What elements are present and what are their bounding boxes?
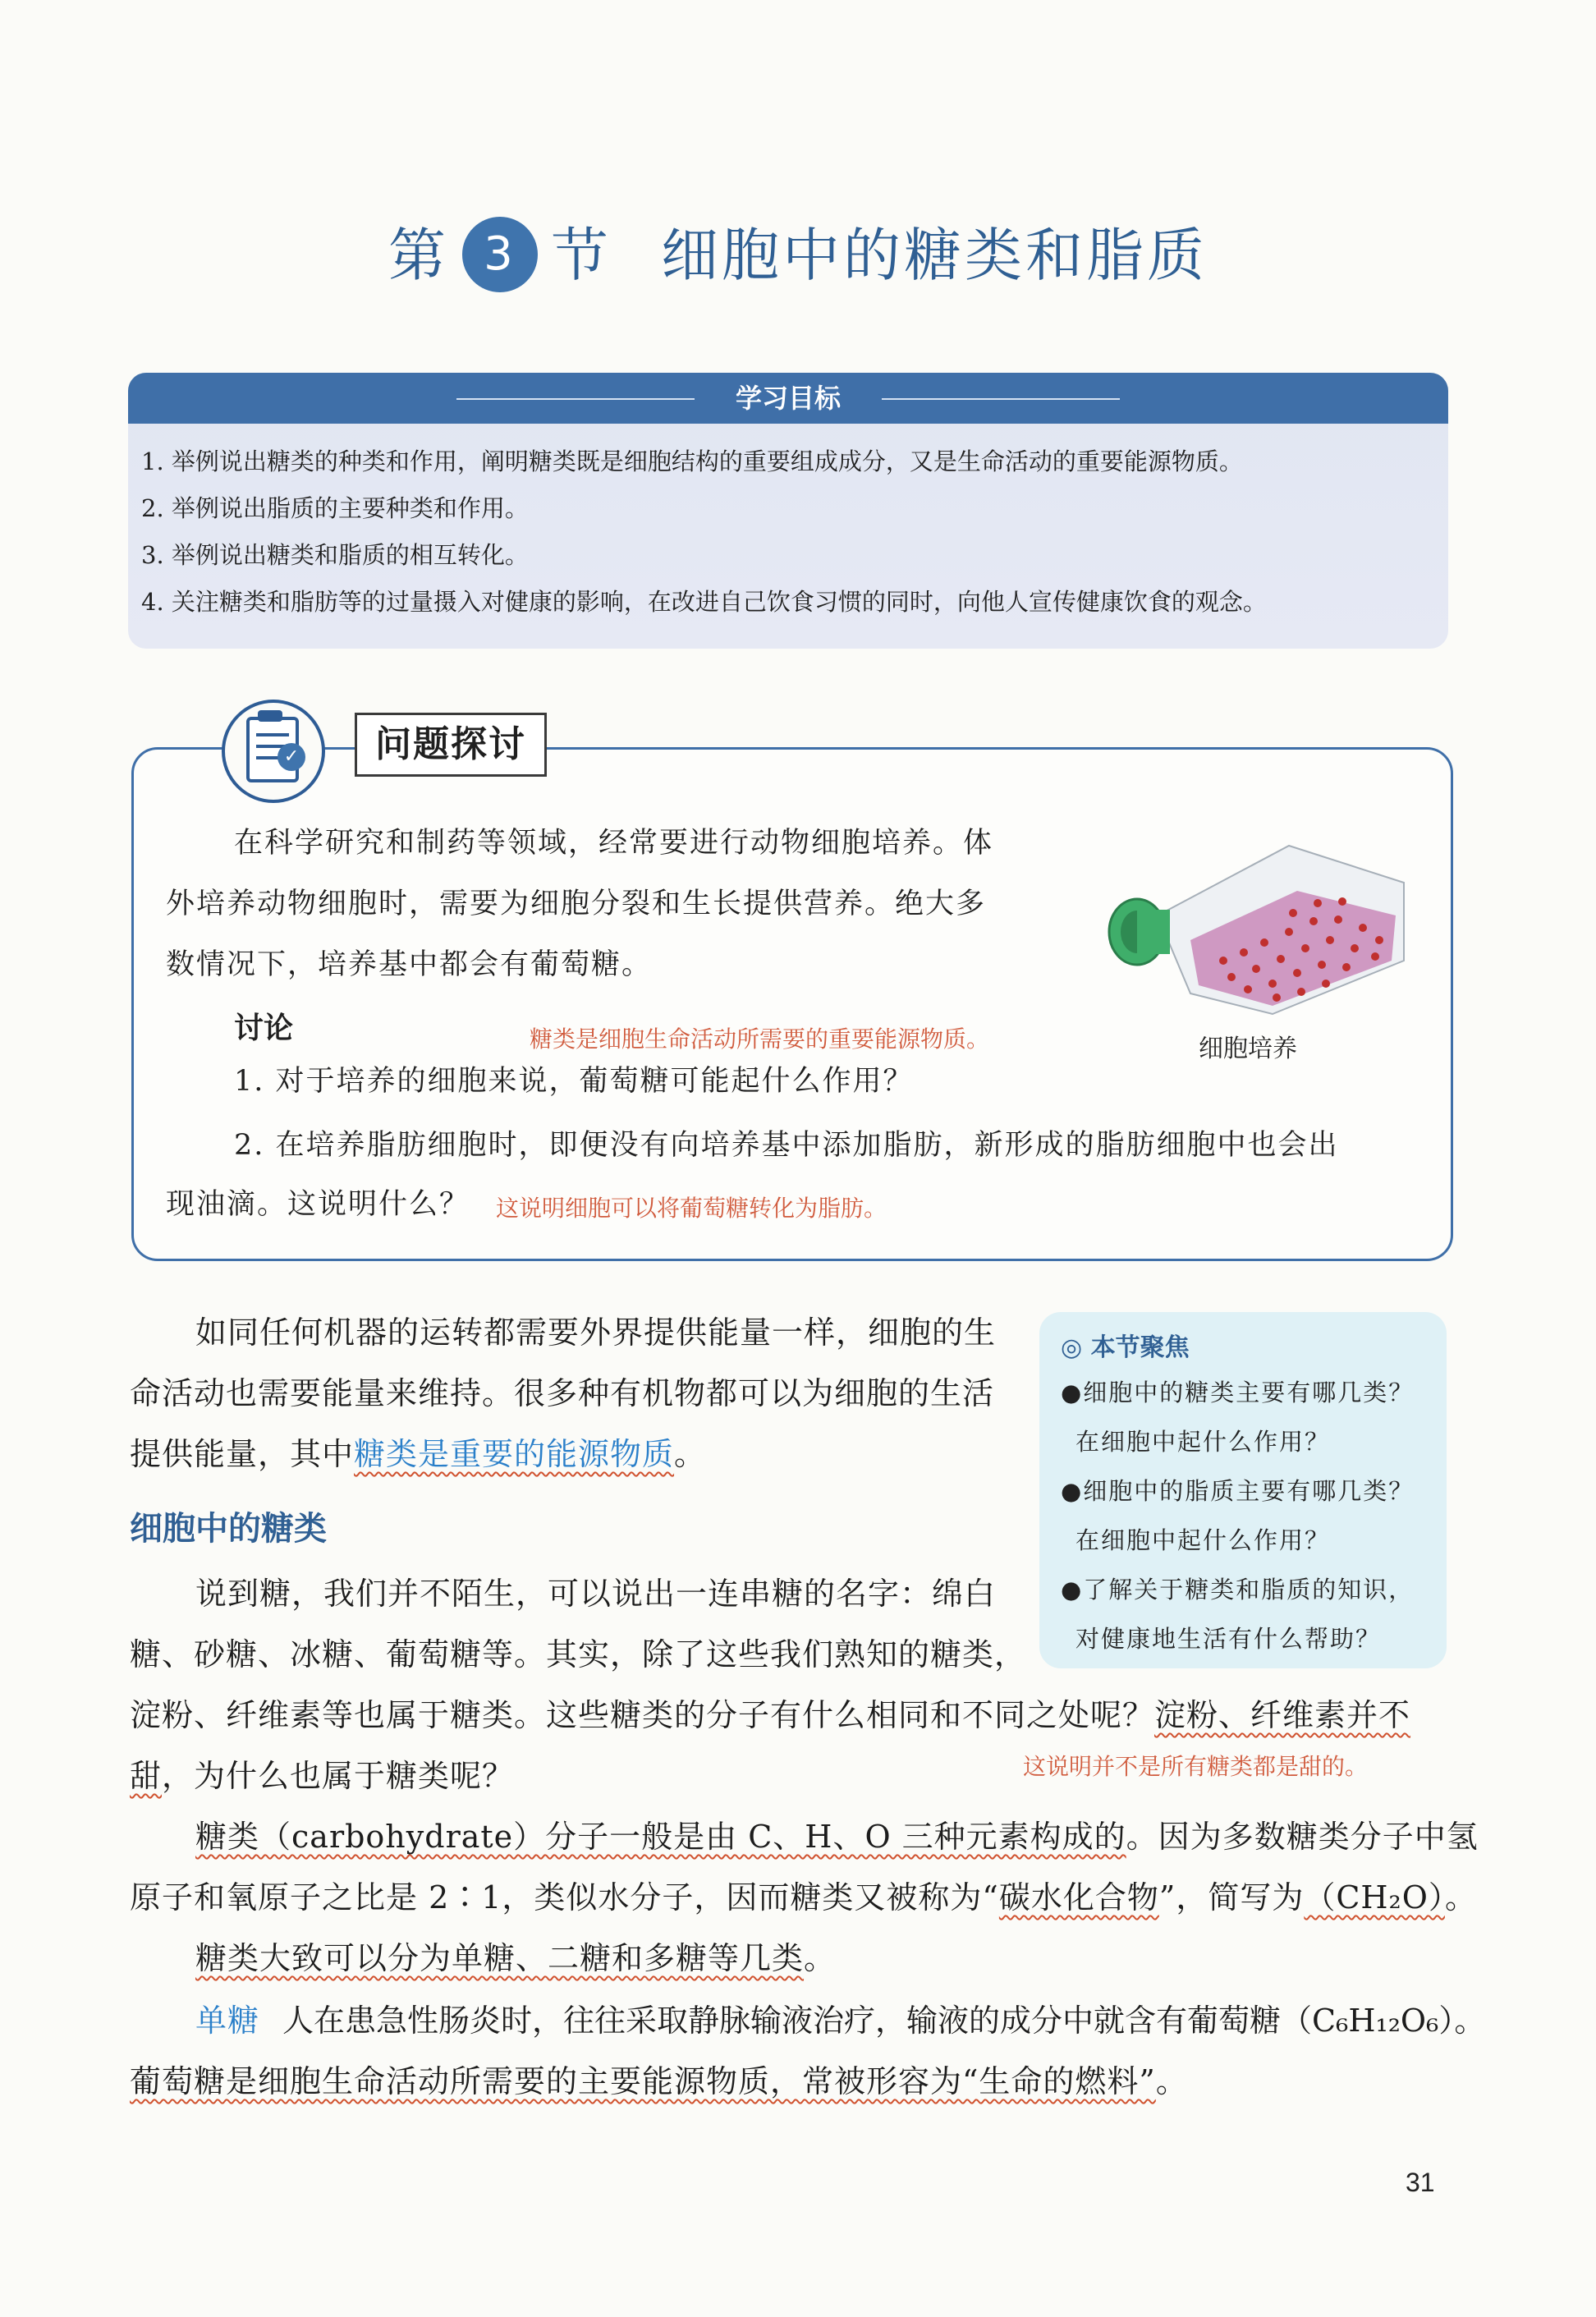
body-line bbox=[130, 1746, 514, 1807]
body-text: 。因为多数糖类分子中氢 bbox=[1126, 1819, 1479, 1855]
learning-objectives-box bbox=[128, 373, 1448, 649]
highlight-text: 糖类是重要的能源物质 bbox=[354, 1436, 675, 1472]
objective-item: 4. 关注糖类和脂肪等的过量摄入对健康的影响，在改进自己饮食习惯的同时，向他人宣传健康饮食的观念。 bbox=[141, 588, 1267, 616]
discussion-title: 问题探讨 bbox=[355, 713, 547, 777]
title-name: 细胞中的糖类和脂质 bbox=[661, 222, 1208, 289]
body-text: 。 bbox=[1155, 2063, 1188, 2099]
body-text: 。 bbox=[1444, 1879, 1477, 1916]
objectives-header bbox=[128, 373, 1448, 424]
underlined-text: 碳水化合物 bbox=[998, 1879, 1159, 1916]
title-suffix: 节 bbox=[551, 222, 612, 289]
keyword-label: 单糖 bbox=[195, 2003, 260, 2039]
page-number: 31 bbox=[1406, 2168, 1435, 2197]
underlined-text: 葡萄糖是细胞生命活动所需要的主要能源物质，常被形容为“生命的燃料” bbox=[130, 2063, 1156, 2099]
page-title bbox=[0, 209, 1596, 297]
question-2-cont: 现油滴。这说明什么？ bbox=[166, 1188, 470, 1221]
body-line bbox=[130, 1867, 1477, 1929]
answer-annotation: 这说明并不是所有糖类都是甜的。 bbox=[1023, 1753, 1369, 1780]
focus-item: ●细胞中的糖类主要有哪几类？ bbox=[1061, 1379, 1415, 1406]
discussion-line: 数情况下，培养基中都会有葡萄糖。 bbox=[166, 948, 653, 981]
underlined-text: （CH₂O） bbox=[1304, 1879, 1445, 1916]
objectives-list bbox=[128, 424, 1448, 626]
body-line: 如同任何机器的运转都需要外界提供能量一样，细胞的生 bbox=[195, 1314, 997, 1351]
body-line bbox=[195, 1928, 836, 1989]
section-heading: 细胞中的糖类 bbox=[130, 1510, 327, 1548]
focus-title: ◎ 本节聚焦 bbox=[1061, 1333, 1190, 1362]
title-prefix: 第 bbox=[388, 222, 449, 289]
focus-item: 对健康地生活有什么帮助？ bbox=[1075, 1625, 1382, 1653]
objective-item: 2. 举例说出脂质的主要种类和作用。 bbox=[141, 494, 529, 522]
underlined-text: 糖类（carbohydrate）分子一般是由 C、H、O 三种元素构成的 bbox=[195, 1819, 1126, 1855]
body-line bbox=[130, 1424, 706, 1485]
body-line bbox=[130, 1685, 1410, 1746]
cell-culture-flask-image bbox=[1100, 837, 1412, 1026]
body-line: 命活动也需要能量来维持。很多种有机物都可以为细胞的生活 bbox=[130, 1375, 995, 1411]
focus-item: ●细胞中的脂质主要有哪几类？ bbox=[1061, 1477, 1415, 1505]
clipboard-clip-icon bbox=[258, 710, 282, 722]
body-text: 人在患急性肠炎时，往往采取静脉输液治疗，输液的成分中就含有葡萄糖（C₆H₁₂O₆）。 bbox=[282, 2003, 1486, 2039]
focus-item: 在细胞中起什么作用？ bbox=[1075, 1526, 1331, 1554]
header-rule-left bbox=[456, 398, 695, 400]
header-rule-right bbox=[882, 398, 1120, 400]
question-2: 2. 在培养脂肪细胞时，即便没有向培养基中添加脂肪，新形成的脂肪细胞中也会出 bbox=[234, 1129, 1339, 1162]
question-1: 1. 对于培养的细胞来说，葡萄糖可能起什么作用？ bbox=[234, 1065, 914, 1098]
body-line bbox=[195, 1990, 1485, 2052]
focus-item: ●了解关于糖类和脂质的知识， bbox=[1061, 1576, 1415, 1604]
body-text: 淀粉、纤维素等也属于糖类。这些糖类的分子有什么相同和不同之处呢？ bbox=[130, 1697, 1155, 1733]
body-line bbox=[130, 2051, 1188, 2113]
objective-item: 3. 举例说出糖类和脂质的相互转化。 bbox=[141, 541, 529, 569]
body-text: ”，简写为 bbox=[1158, 1879, 1305, 1916]
answer-annotation: 这说明细胞可以将葡萄糖转化为脂肪。 bbox=[496, 1195, 887, 1222]
body-line: 糖、砂糖、冰糖、葡萄糖等。其实，除了这些我们熟知的糖类， bbox=[130, 1636, 1027, 1672]
answer-annotation: 糖类是细胞生命活动所需要的重要能源物质。 bbox=[530, 1025, 990, 1053]
section-number-badge: 3 bbox=[462, 217, 538, 292]
body-text: ，为什么也属于糖类呢？ bbox=[162, 1758, 515, 1794]
underlined-text: 淀粉、纤维素并不 bbox=[1154, 1697, 1411, 1733]
focus-item: 在细胞中起什么作用？ bbox=[1075, 1428, 1331, 1456]
body-text: 提供能量，其中 bbox=[130, 1436, 355, 1472]
underlined-text: 糖类大致可以分为单糖、二糖和多糖等几类 bbox=[195, 1940, 805, 1976]
body-text: 。 bbox=[674, 1436, 707, 1472]
body-text: 。 bbox=[804, 1940, 837, 1976]
objectives-heading: 学习目标 bbox=[735, 383, 841, 414]
check-icon: ✓ bbox=[277, 743, 305, 771]
discussion-line: 在科学研究和制药等领域，经常要进行动物细胞培养。体 bbox=[234, 827, 994, 860]
body-line: 说到糖，我们并不陌生，可以说出一连串糖的名字：绵白 bbox=[195, 1576, 997, 1612]
underlined-text: 甜 bbox=[130, 1758, 163, 1794]
figure-caption: 细胞培养 bbox=[1199, 1035, 1297, 1063]
objective-item: 1. 举例说出糖类的种类和作用，阐明糖类既是细胞结构的重要组成成分，又是生命活动的重要能源物质。 bbox=[141, 447, 1243, 475]
discuss-label: 讨论 bbox=[234, 1012, 294, 1045]
body-text: 原子和氧原子之比是 2∶1，类似水分子，因而糖类又被称为“ bbox=[130, 1879, 999, 1916]
discussion-line: 外培养动物细胞时，需要为细胞分裂和生长提供营养。绝大多 bbox=[166, 888, 987, 920]
body-line bbox=[195, 1806, 1479, 1868]
